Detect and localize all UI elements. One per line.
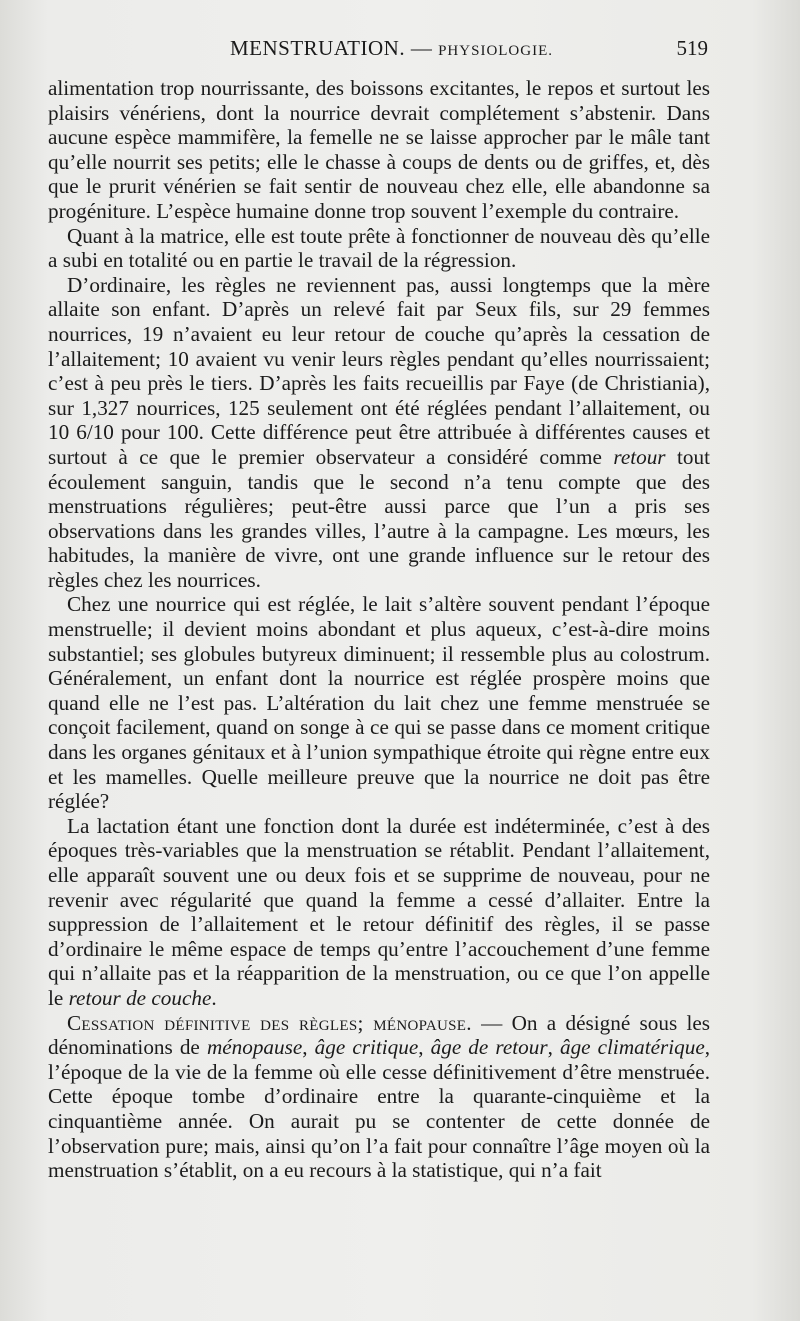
- section-term-menopause: ménopause: [206, 1035, 303, 1060]
- section-paragraph: [48, 1011, 710, 1183]
- page-header: [50, 36, 708, 76]
- running-head-title: MENSTRUATION.: [230, 36, 406, 60]
- section-term-age-de-retour: âge de retour: [430, 1035, 548, 1060]
- page-body: [48, 76, 710, 1183]
- paragraph-5-text: La lactation étant une fonction dont la durée est indéterminée, c’est à des époques très-variables que la menstruation se rétablit. Pendant l’allaitement, elle apparaît souvent une ou deux fois et se supprime de nouveau, pour ne revenir avec régularité que quand la femme a cessé d’allaiter. Entre la suppression de l’allaitement et le retour définitif des règles, il se passe d’ordinaire le même espace de temps qu’entre l’accouchement d’une femme qui n’allaite pas et la réapparition de la menstruation, ou ce que l’on appelle le: [48, 813, 710, 1010]
- paragraph-3-text-after: tout écoulement sanguin, tandis que le second n’a tenu compte que des menstruations régulières; peut-être aussi parce que l’un a pris ses observations dans les grandes villes, l’autre à la campagne. Les mœurs, les habitudes, la manière de vivre, ont une grande influence sur le retour des règles chez les nourrices.: [48, 444, 711, 592]
- paragraph-4: [48, 592, 710, 813]
- paragraph-5-emphasis: retour de couche: [68, 985, 212, 1010]
- section-text-1: On a désigné sous les dénominations de: [48, 1010, 711, 1060]
- paragraph-3: [48, 273, 710, 593]
- section-text-2: , l’époque de la vie de la femme où elle cesse définitivement d’être menstruée. Cette époque tombe d’ordinaire entre la quarante-cinquième et la cinquantième année. On aurait pu se contenter de cette donnée de l’observation pure; mais, ainsi qu’on l’a fait pour connaître l’âge moyen où la menstruation s’établit, on a eu recours à la statistique, qui n’a fait: [48, 1035, 711, 1183]
- section-term-age-climaterique: âge climatérique: [559, 1035, 705, 1060]
- page-number: 519: [676, 36, 708, 60]
- paragraph-2-text: Quant à la matrice, elle est toute prête à fonctionner de nouveau dès qu’elle a subi en totalité ou en partie le travail de la régression.: [48, 223, 710, 273]
- paragraph-1: [48, 76, 710, 224]
- paragraph-4-text: Chez une nourrice qui est réglée, le lait s’altère souvent pendant l’époque menstruelle; il devient moins abondant et plus aqueux, c’est-à-dire moins substantiel; ses globules butyreux diminuent; il ressemble plus au colostrum. Généralement, un enfant dont la nourrice est réglée prospère moins que quand elle ne l’est pas. L’altération du lait chez une femme menstruée se conçoit facilement, quand on songe à ce qui se passe dans ce moment critique dans les organes génitaux et à l’union sympathique étroite qui règne entre eux et les mamelles. Quelle meilleure preuve que la nourrice ne doit pas être réglée?: [48, 592, 710, 814]
- paragraph-5-text-after: .: [211, 985, 217, 1010]
- paragraph-3-emphasis: retour: [613, 444, 666, 469]
- running-head-dash: —: [410, 36, 433, 60]
- section-heading-dash: —: [481, 1010, 503, 1035]
- section-term-age-critique: âge critique: [314, 1035, 419, 1060]
- paragraph-3-text: D’ordinaire, les règles ne reviennent pas, aussi longtemps que la mère allaite son enfant. D’après un relevé fait par Seux fils, sur 29 femmes nourrices, 19 n’avaient eu leur retour de couche qu’après la cessation de l’allaitement; 10 avaient vu venir leurs règles pendant qu’elles nourrissaient; c’est à peu près le tiers. D’après les faits recueillis par Faye (de Christiania), sur 1,327 nourrices, 125 seulement ont été réglées pendant l’allaitement, ou 10 6/10 pour 100. Cette différence peut être attribuée à différentes causes et surtout à ce que le premier observateur a considéré comme: [48, 272, 710, 469]
- running-head: [230, 36, 553, 61]
- section-separator-2: ,: [418, 1035, 424, 1060]
- paragraph-5: [48, 814, 710, 1011]
- section-separator-1: ,: [302, 1035, 308, 1060]
- section-heading: Cessation définitive des règles; ménopause.: [67, 1010, 472, 1035]
- running-head-subtitle: PHYSIOLOGIE.: [438, 43, 554, 59]
- paragraph-1-text: alimentation trop nourrissante, des boissons excitantes, le repos et surtout les plaisirs vénériens, dont la nourrice devrait complétement s’abstenir. Dans aucune espèce mammifère, la femelle ne se laisse approcher par le mâle tant qu’elle nourrit ses petits; elle le chasse à coups de dents ou de griffes, et, dès que le prurit vénérien se fait sentir de nouveau chez elle, elle abandonne sa progéniture. L’espèce humaine donne trop souvent l’exemple du contraire.: [48, 76, 710, 223]
- paragraph-2: [48, 224, 710, 273]
- section-separator-3: ,: [547, 1035, 553, 1060]
